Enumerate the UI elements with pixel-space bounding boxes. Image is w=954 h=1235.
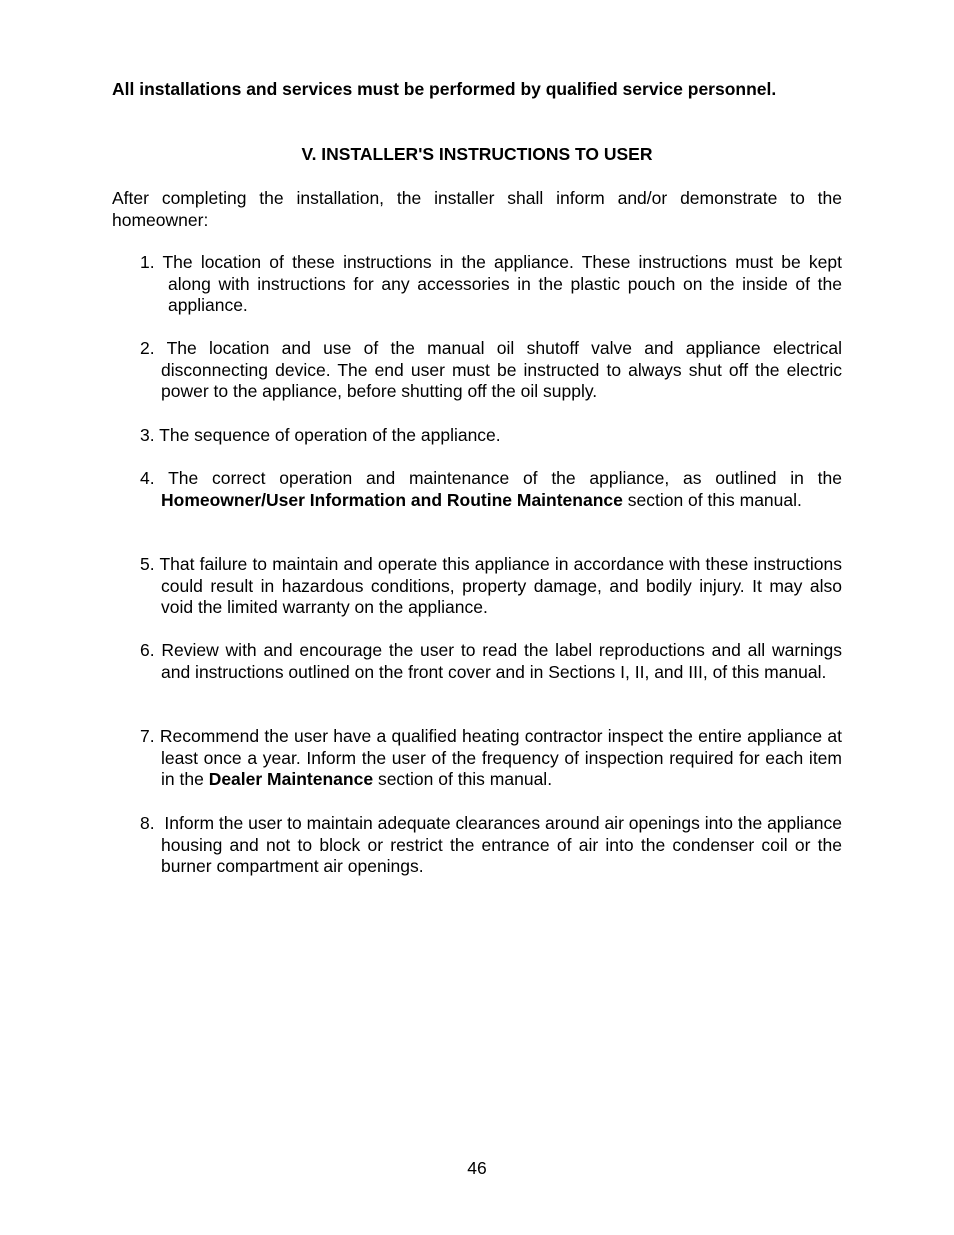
list-item-number: 1.: [140, 252, 155, 272]
list-item-3: [140, 425, 842, 447]
section-title: V. INSTALLER'S INSTRUCTIONS TO USER: [301, 144, 653, 164]
list-item-text: Inform the user to maintain adequate clearances around air openings into the appliance housing and not to block or restrict the entrance of air into the condenser coil or the burner compartment air openings.: [161, 813, 842, 877]
page-number: 46: [467, 1158, 487, 1178]
list-item-4: [140, 468, 842, 511]
list-item-number: 2.: [140, 338, 155, 358]
list-item-7: [140, 726, 842, 791]
list-item-number: 3.: [140, 425, 155, 445]
intro-paragraph: After completing the installation, the installer shall inform and/or demonstrate to the homeowner:: [112, 188, 842, 230]
list-item-text: Review with and encourage the user to read the label reproductions and all warnings and instructions outlined on the front cover and in Sections I, II, and III, of this manual.: [161, 640, 842, 682]
list-item-text: The correct operation and maintenance of the appliance, as outlined in the: [168, 468, 843, 488]
list-item-2: [140, 338, 842, 403]
list-item-1: [140, 252, 842, 317]
homeowner-section-reference: Homeowner/User Information and Routine Maintenance: [161, 489, 623, 510]
qualified-personnel-warning: All installations and services must be performed by qualified service personnel.: [112, 79, 777, 99]
list-item-6: [140, 640, 842, 683]
dealer-maintenance-reference: Dealer Maintenance: [208, 769, 374, 790]
list-item-number: 7.: [140, 726, 155, 746]
list-item-number: 4.: [140, 468, 155, 488]
list-item-text: The location and use of the manual oil shutoff valve and appliance electrical disconnecting device. The end user must be instructed to always shut off the electric power to the appliance, before shutting off the oil supply.: [161, 338, 843, 402]
list-item-text: That failure to maintain and operate this appliance in accordance with these instructions could result in hazardous conditions, property damage, and bodily injury. It may also void the limited warranty on the appliance.: [159, 554, 842, 618]
list-item-text: section of this manual.: [627, 489, 802, 510]
list-item-text: The location of these instructions in the appliance. These instructions must be kept along with instructions for any accessories in the plastic pouch on the inside of the appliance.: [162, 252, 843, 316]
list-item-number: 5.: [140, 554, 155, 574]
list-item-text: The sequence of operation of the appliance.: [159, 425, 501, 445]
list-item-5: [140, 554, 842, 619]
list-item-text: section of this manual.: [377, 769, 553, 790]
list-item-8: [140, 813, 842, 878]
list-item-number: 8.: [140, 813, 155, 833]
list-item-number: 6.: [140, 640, 155, 660]
list-item-text: Recommend the user have a qualified heating contractor inspect the entire appliance at least once a year. Inform the user of the frequency of inspection required for each item in the: [159, 726, 842, 790]
